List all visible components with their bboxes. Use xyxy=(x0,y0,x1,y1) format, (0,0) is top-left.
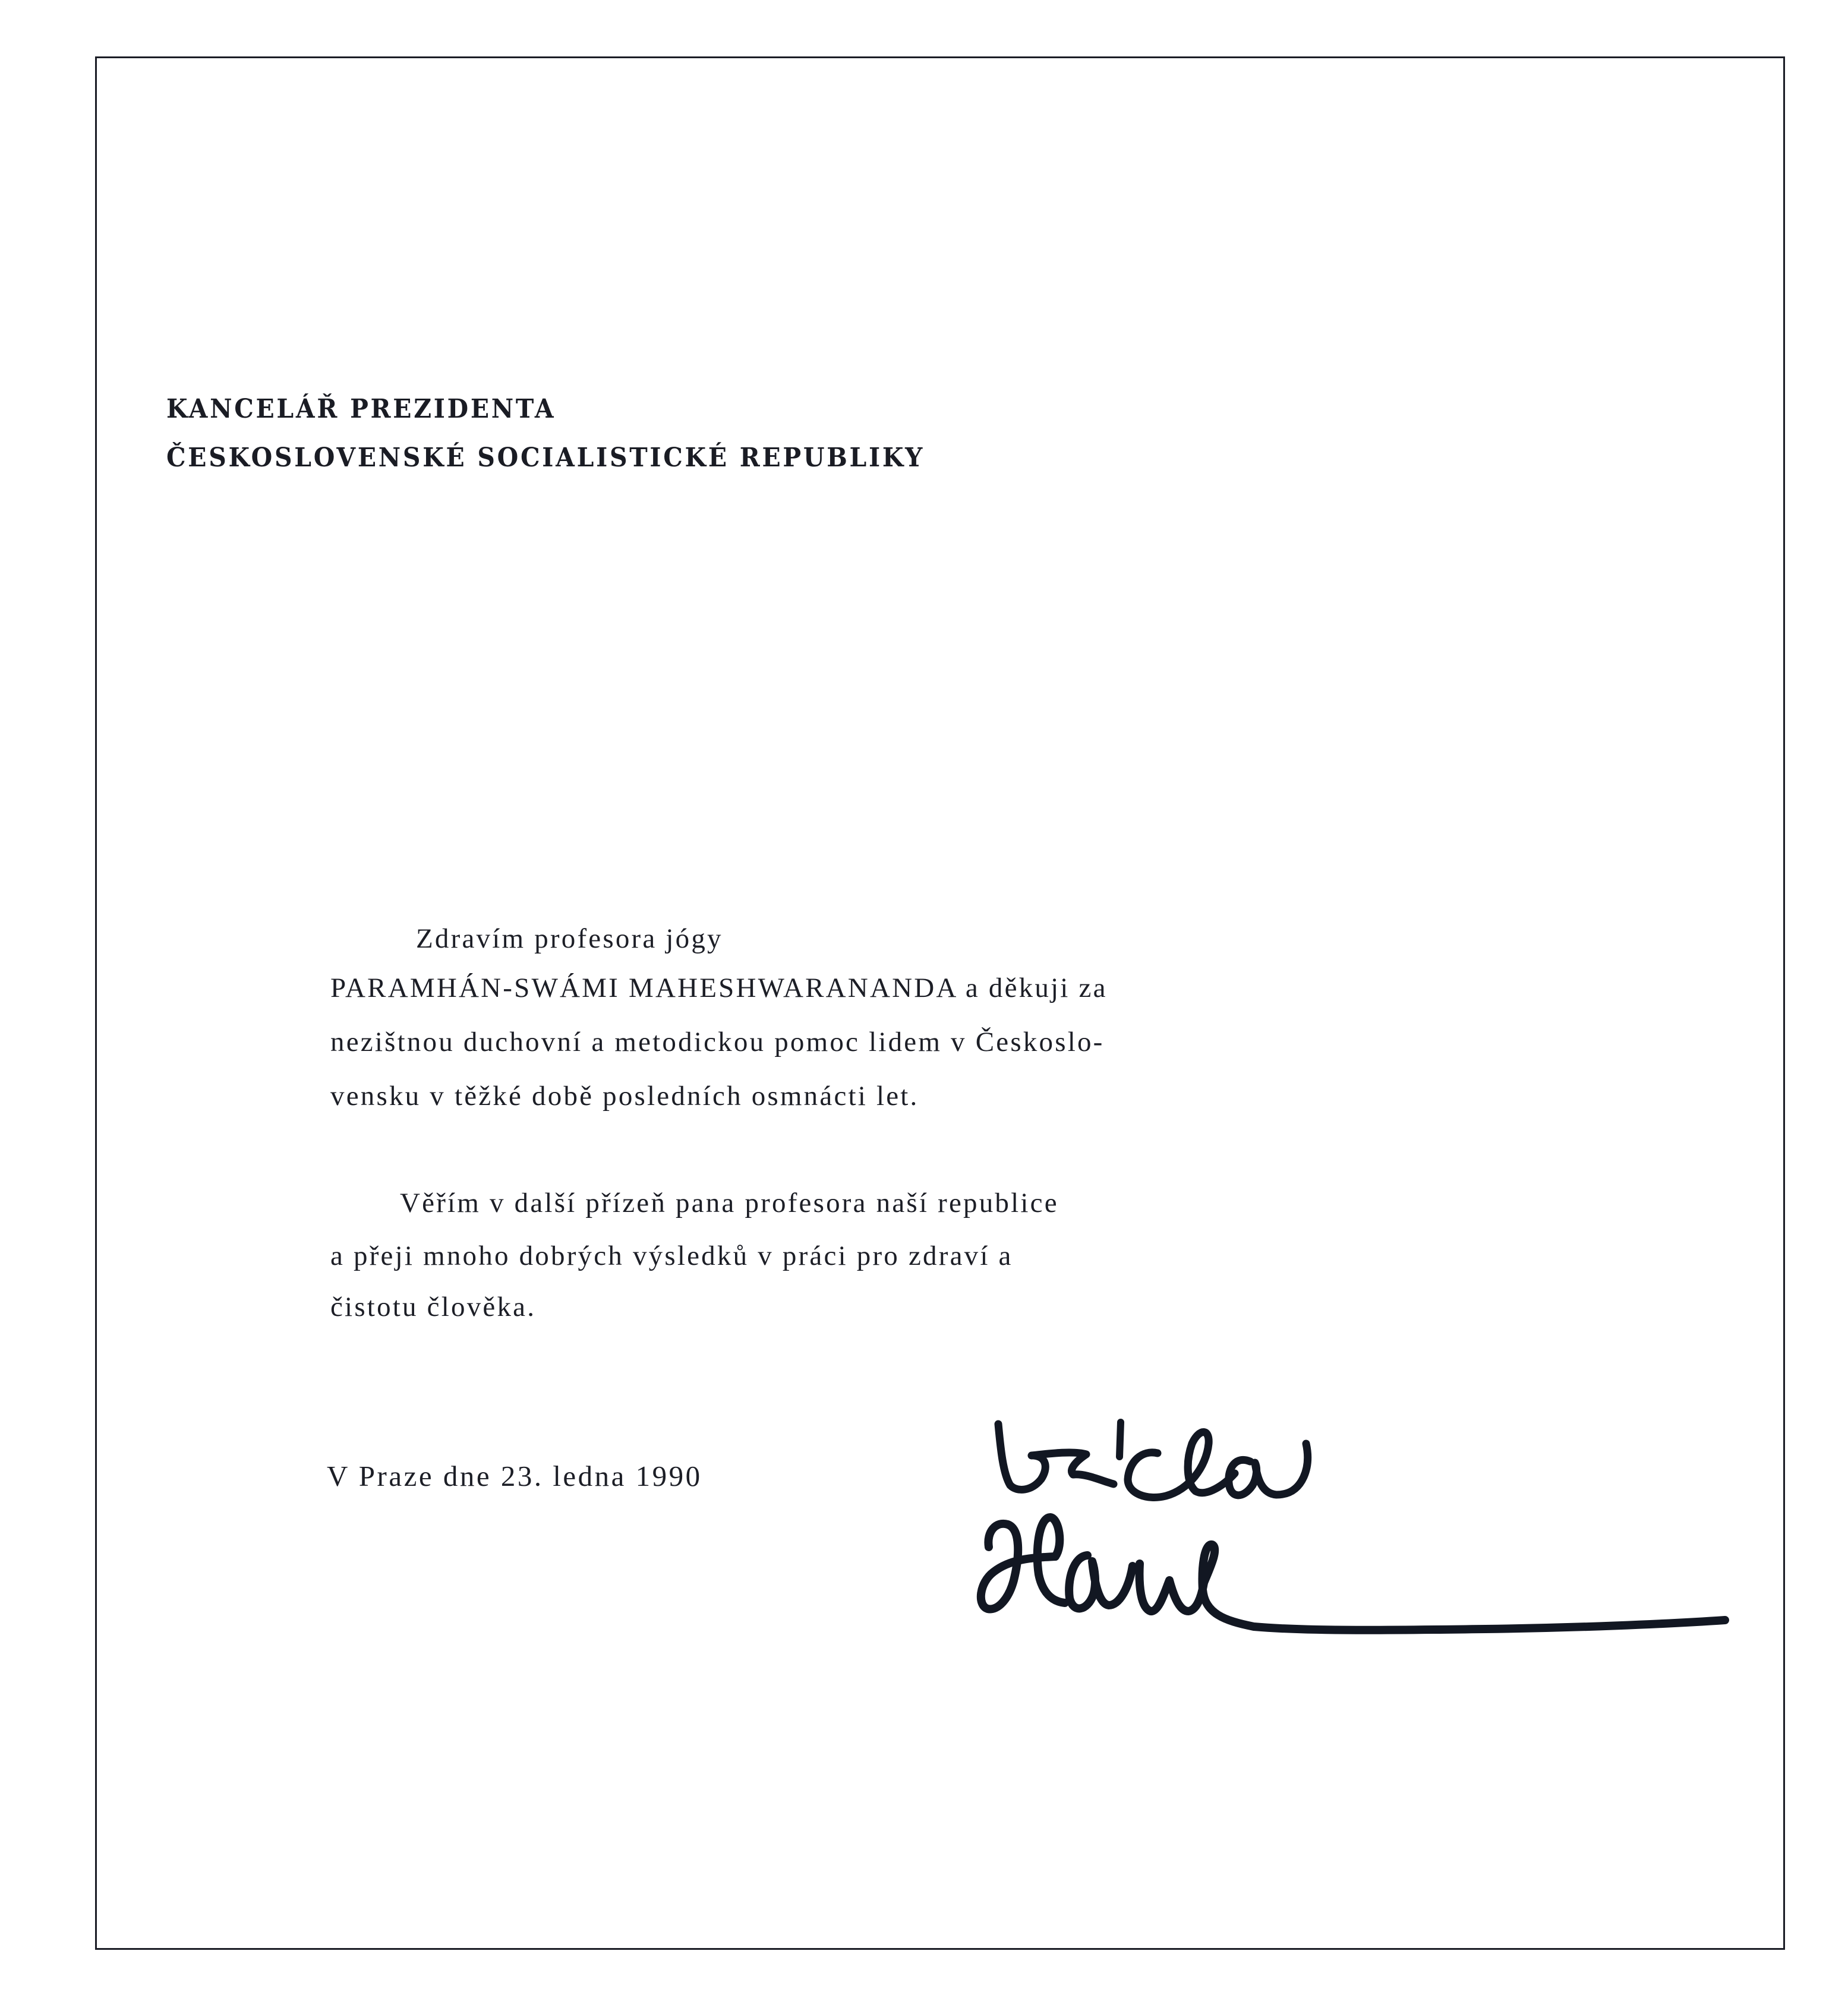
paragraph-2-line-2: a přeji mnoho dobrých výsledků v práci pro zdraví a xyxy=(330,1240,1013,1271)
paragraph-2-line-1: Věřím v další přízeň pana profesora naší republice xyxy=(400,1188,1059,1218)
place-and-date: V Praze dne 23. ledna 1990 xyxy=(327,1460,702,1492)
paragraph-1-line-2: PARAMHÁN-SWÁMI MAHESHWARANANDA a děkuji za xyxy=(330,973,1108,1003)
letterhead xyxy=(166,385,982,482)
letterhead-line-1: KANCELÁŘ PREZIDENTA xyxy=(166,394,556,424)
paragraph-2-line-3: čistotu člověka. xyxy=(330,1292,537,1322)
paragraph-1-line-4: vensku v těžké době posledních osmnácti let. xyxy=(330,1081,919,1112)
paragraph-1-line-3: nezištnou duchovní a metodickou pomoc lidem v Českoslo- xyxy=(330,1027,1105,1057)
paragraph-1-line-1: Zdravím profesora jógy xyxy=(416,923,723,954)
letterhead-line-2: ČESKOSLOVENSKÉ SOCIALISTICKÉ REPUBLIKY xyxy=(166,443,925,473)
